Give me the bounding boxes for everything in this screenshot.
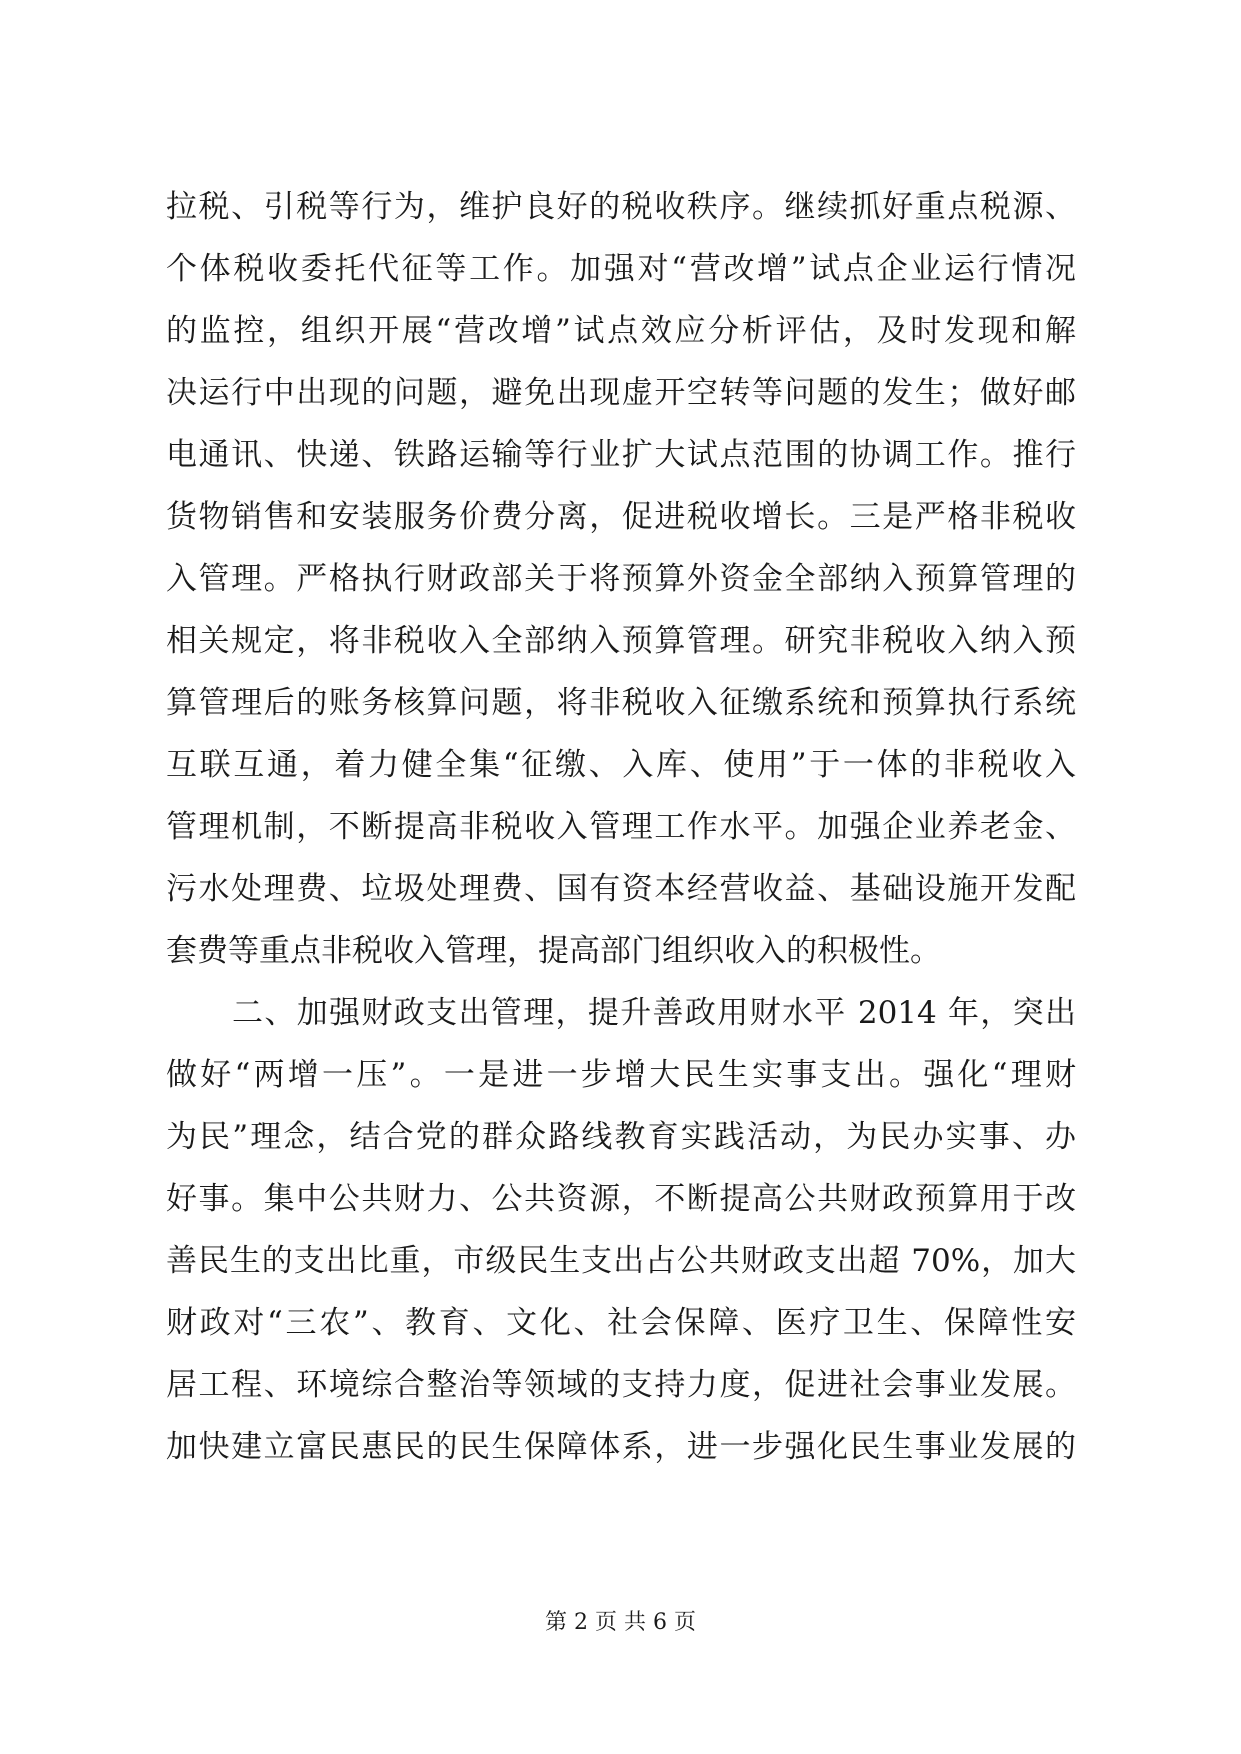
text-line: 算管理后的账务核算问题，将非税收入征缴系统和预算执行系统 [166, 685, 1076, 721]
text-line: 电通讯、快递、铁路运输等行业扩大试点范围的协调工作。推行 [166, 437, 1076, 473]
text-line: 财政对“三农”、教育、文化、社会保障、医疗卫生、保障性安 [166, 1305, 1076, 1341]
text-line: 决运行中出现的问题，避免出现虚开空转等问题的发生；做好邮 [166, 375, 1076, 411]
text-line: 管理机制，不断提高非税收入管理工作水平。加强企业养老金、 [166, 809, 1076, 845]
text-line: 拉税、引税等行为，维护良好的税收秩序。继续抓好重点税源、 [166, 189, 1076, 225]
text-line: 居工程、环境综合整治等领域的支持力度，促进社会事业发展。 [166, 1367, 1076, 1403]
text-line: 加快建立富民惠民的民生保障体系，进一步强化民生事业发展的 [166, 1429, 1076, 1465]
text-line: 的监控，组织开展“营改增”试点效应分析评估，及时发现和解 [166, 313, 1076, 349]
text-line: 善民生的支出比重，市级民生支出占公共财政支出超 70%，加大 [166, 1243, 1076, 1279]
paragraph-end-line: 套费等重点非税收入管理，提高部门组织收入的积极性。 [166, 933, 941, 969]
text-line: 污水处理费、垃圾处理费、国有资本经营收益、基础设施开发配 [166, 871, 1076, 907]
text-line: 好事。集中公共财力、公共资源，不断提高公共财政预算用于改 [166, 1181, 1076, 1217]
text-line: 做好“两增一压”。一是进一步增大民生实事支出。强化“理财 [166, 1057, 1076, 1093]
text-line: 货物销售和安装服务价费分离，促进税收增长。三是严格非税收 [166, 499, 1076, 535]
page-number: 第 2 页 共 6 页 [545, 1610, 696, 1635]
text-line: 相关规定，将非税收入全部纳入预算管理。研究非税收入纳入预 [166, 623, 1076, 659]
text-line: 入管理。严格执行财政部关于将预算外资金全部纳入预算管理的 [166, 561, 1076, 597]
text-line: 互联互通，着力健全集“征缴、入库、使用”于一体的非税收入 [166, 747, 1076, 783]
text-line: 为民”理念，结合党的群众路线教育实践活动，为民办实事、办 [166, 1119, 1076, 1155]
text-line: 个体税收委托代征等工作。加强对“营改增”试点企业运行情况 [166, 251, 1076, 287]
section-heading-line: 二、加强财政支出管理，提升善政用财水平 2014 年，突出 [232, 995, 1076, 1031]
